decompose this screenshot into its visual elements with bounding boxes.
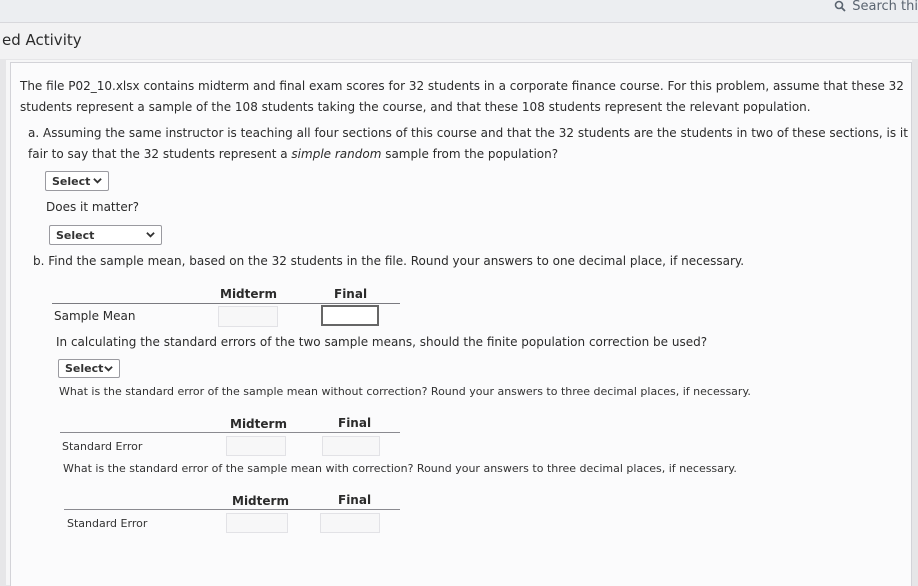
fpc-select[interactable] [58, 359, 120, 378]
se1-col-header-midterm: Midterm [230, 417, 287, 431]
fpc-select-value: Select [65, 362, 104, 375]
se1-row-label: Standard Error [62, 440, 143, 453]
srs-select-value: Select [52, 174, 91, 188]
part-a-question [28, 123, 908, 165]
intro-text-2: contains midterm and final exam scores for 32 students in a corporate finance course. For this problem, assume that these 32 students represent a sample of the 108 students taking the course, and that these 108 students represent the relevant population. [20, 79, 904, 114]
sample-mean-final-input[interactable] [321, 305, 379, 326]
se2-table-divider [64, 509, 400, 510]
problem-intro [20, 76, 910, 118]
search-label: Search thi [852, 0, 918, 14]
chevron-down-icon [146, 230, 155, 239]
search-icon [834, 0, 846, 12]
part-a-text-1: a. Assuming the same instructor is teaching all four sections of this course and that the 32 students are the students in two of these sections, is it fair to say that the 32 students represent a [28, 126, 908, 161]
se1-col-header-final: Final [338, 416, 372, 430]
se2-col-header-midterm: Midterm [232, 494, 289, 508]
col-header-midterm: Midterm [220, 287, 277, 301]
se2-col-header-final: Final [338, 493, 372, 507]
srs-select[interactable] [45, 171, 109, 191]
part-a-text-2: sample from the population? [381, 147, 559, 161]
chevron-down-icon [104, 364, 113, 373]
matter-select-value: Select [56, 228, 95, 242]
fpc-question: In calculating the standard errors of the two sample means, should the finite population correction be used? [56, 335, 708, 349]
se-with-midterm-input[interactable] [226, 513, 288, 533]
matter-select[interactable] [49, 225, 162, 245]
search-box[interactable] [834, 0, 918, 16]
row-label-sample-mean: Sample Mean [54, 309, 136, 323]
does-it-matter-label: Does it matter? [46, 200, 140, 214]
se1-table-divider [60, 432, 400, 433]
part-a-emphasis: simple random [291, 147, 382, 161]
se-with-final-input[interactable] [320, 513, 380, 533]
intro-text-1: The file [20, 79, 69, 93]
se2-row-label: Standard Error [67, 517, 148, 530]
chevron-down-icon [93, 176, 102, 185]
part-b-question: b. Find the sample mean, based on the 32 students in the file. Round your answers to one decimal place, if necessary. [33, 254, 745, 268]
sample-mean-midterm-input[interactable] [218, 306, 278, 327]
col-header-final: Final [334, 287, 368, 301]
page-title: ed Activity [2, 31, 82, 49]
se-without-midterm-input[interactable] [226, 436, 286, 456]
activity-title-bar [0, 23, 918, 59]
file-link[interactable]: P02_10.xlsx [68, 79, 140, 93]
se-without-final-input[interactable] [322, 436, 380, 456]
table-divider [52, 303, 400, 304]
se-with-question: What is the standard error of the sample mean with correction? Round your answers to three decimal places, if necessary. [63, 462, 737, 475]
browser-top-bar [0, 0, 918, 23]
se-without-question: What is the standard error of the sample mean without correction? Round your answers to three decimal places, if necessary. [59, 385, 751, 398]
